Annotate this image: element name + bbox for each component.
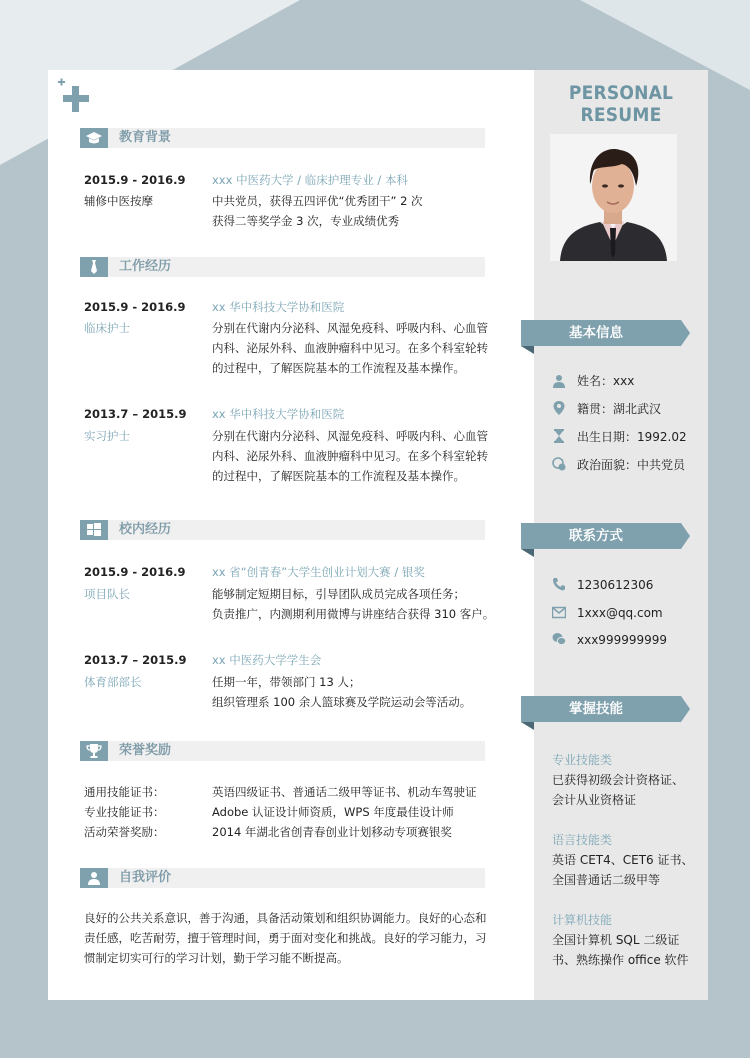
plus-decoration-icon — [58, 78, 92, 114]
wechat-icon — [552, 632, 566, 646]
education-line: 中共党员，获得五四评优“优秀团干” 2 次 — [212, 194, 423, 208]
sidebar-header-basic — [521, 320, 690, 346]
skill-line: 会计从业资格证 — [552, 793, 637, 807]
work-line: 内科、泌尿外科、血液肿瘤科中见习。在多个科室轮转 — [212, 341, 488, 355]
section-title: 自我评价 — [119, 870, 172, 885]
campus-line: 任期一年，带领部门 13 人； — [212, 675, 361, 689]
sidebar-header-skills — [521, 696, 690, 722]
tie-icon — [80, 257, 108, 277]
campus-line: 能够制定短期目标，引导团队成员完成各项任务； — [212, 587, 465, 601]
contact-email: 1xxx@qq.com — [577, 606, 663, 620]
campus-line: 负责推广，内测期利用微博与讲座结合获得 310 客户。 — [212, 607, 495, 621]
skill-line: 书、熟练操作 office 软件 — [552, 953, 689, 967]
trophy-icon — [80, 741, 108, 761]
basic-info-name: 姓名：xxx — [577, 374, 635, 388]
section-header-work — [80, 257, 485, 277]
education-date: 2015.9 - 2016.9 — [84, 173, 186, 187]
work-date: 2015.9 - 2016.9 — [84, 300, 186, 314]
campus-org: xx 中医药大学学生会 — [212, 653, 322, 667]
honor-label: 专业技能证书： — [84, 805, 165, 819]
skill-category-title: 语言技能类 — [552, 833, 613, 847]
windows-icon — [80, 520, 108, 540]
sidebar-section-title: 联系方式 — [569, 528, 623, 544]
contact-phone: 1230612306 — [577, 578, 654, 592]
honor-value: 英语四级证书、普通话二级甲等证书、机动车驾驶证 — [212, 785, 477, 799]
contact-wechat: xxx999999999 — [577, 633, 668, 647]
work-org: xx 华中科技大学协和医院 — [212, 407, 345, 421]
campus-date: 2015.9 - 2016.9 — [84, 565, 186, 579]
basic-info-birthdate: 出生日期：1992.02 — [577, 430, 687, 444]
skill-line: 全国普通话二级甲等 — [552, 873, 661, 887]
section-header-campus — [80, 520, 485, 540]
work-line: 分别在代谢内分泌科、风湿免疫科、呼吸内科、心血管 — [212, 321, 488, 335]
skill-line: 全国计算机 SQL 二级证 — [552, 933, 680, 947]
work-line: 的过程中，了解医院基本的工作流程及基本操作。 — [212, 469, 465, 483]
campus-role: 项目队长 — [84, 587, 130, 601]
work-line: 分别在代谢内分泌科、风湿免疫科、呼吸内科、心血管 — [212, 429, 488, 443]
user-card-icon — [80, 868, 108, 888]
sidebar-section-title: 基本信息 — [569, 325, 623, 341]
work-role: 临床护士 — [84, 321, 130, 335]
graduation-cap-icon — [80, 128, 108, 148]
basic-info-politics: 政治面貌：中共党员 — [577, 458, 686, 472]
location-icon — [552, 401, 566, 415]
campus-date: 2013.7 – 2015.9 — [84, 653, 187, 667]
section-header-self-eval — [80, 868, 485, 888]
self-eval-line: 惯制定切实可行的学习计划，勤于学习能不断提高。 — [84, 951, 349, 965]
phone-icon — [552, 577, 566, 591]
section-title: 荣誉奖励 — [119, 743, 172, 758]
education-school: xxx 中医药大学 / 临床护理专业 / 本科 — [212, 173, 408, 187]
campus-line: 组织管理系 100 余人篮球赛及学院运动会等活动。 — [212, 695, 472, 709]
section-header-honors — [80, 741, 485, 761]
education-minor: 辅修中医按摩 — [84, 194, 153, 208]
section-title: 校内经历 — [119, 522, 172, 537]
profile-photo — [550, 134, 677, 261]
honor-value: 2014 年湖北省创青春创业计划移动专项赛银奖 — [212, 825, 452, 839]
sidebar-header-contact — [521, 523, 690, 549]
mail-icon — [552, 605, 566, 619]
skill-category-title: 专业技能类 — [552, 753, 613, 767]
work-line: 的过程中，了解医院基本的工作流程及基本操作。 — [212, 361, 465, 375]
basic-info-hometown: 籍贯：湖北武汉 — [577, 402, 662, 416]
hourglass-icon — [552, 429, 566, 443]
self-eval-line: 良好的公共关系意识，善于沟通，具备活动策划和组织协调能力。良好的心态和 — [84, 911, 487, 925]
skill-line: 已获得初级会计资格证、 — [552, 773, 685, 787]
honor-label: 通用技能证书： — [84, 785, 165, 799]
work-date: 2013.7 – 2015.9 — [84, 407, 187, 421]
section-title: 教育背景 — [119, 130, 172, 145]
work-line: 内科、泌尿外科、血液肿瘤科中见习。在多个科室轮转 — [212, 449, 488, 463]
honor-label: 活动荣誉奖励： — [84, 825, 165, 839]
campus-role: 体育部部长 — [84, 675, 142, 689]
sidebar-section-title: 掌握技能 — [569, 701, 623, 717]
work-role: 实习护士 — [84, 429, 130, 443]
section-title: 工作经历 — [119, 259, 172, 274]
person-icon — [552, 374, 566, 388]
work-org: xx 华中科技大学协和医院 — [212, 300, 345, 314]
resume-title: PERSONAL RESUME — [568, 82, 674, 126]
self-eval-line: 责任感，吃苦耐劳，擅于管理时间，勇于面对变化和挑战。良好的学习能力，习 — [84, 931, 487, 945]
skill-line: 英语 CET4、CET6 证书、 — [552, 853, 694, 867]
section-header-education — [80, 128, 485, 148]
campus-org: xx 省“创青春”大学生创业计划大赛 / 银奖 — [212, 565, 425, 579]
honor-value: Adobe 认证设计师资质，WPS 年度最佳设计师 — [212, 805, 454, 819]
skill-category-title: 计算机技能 — [552, 913, 613, 927]
politics-icon — [552, 457, 566, 471]
education-line: 获得二等奖学金 3 次，专业成绩优秀 — [212, 214, 400, 228]
